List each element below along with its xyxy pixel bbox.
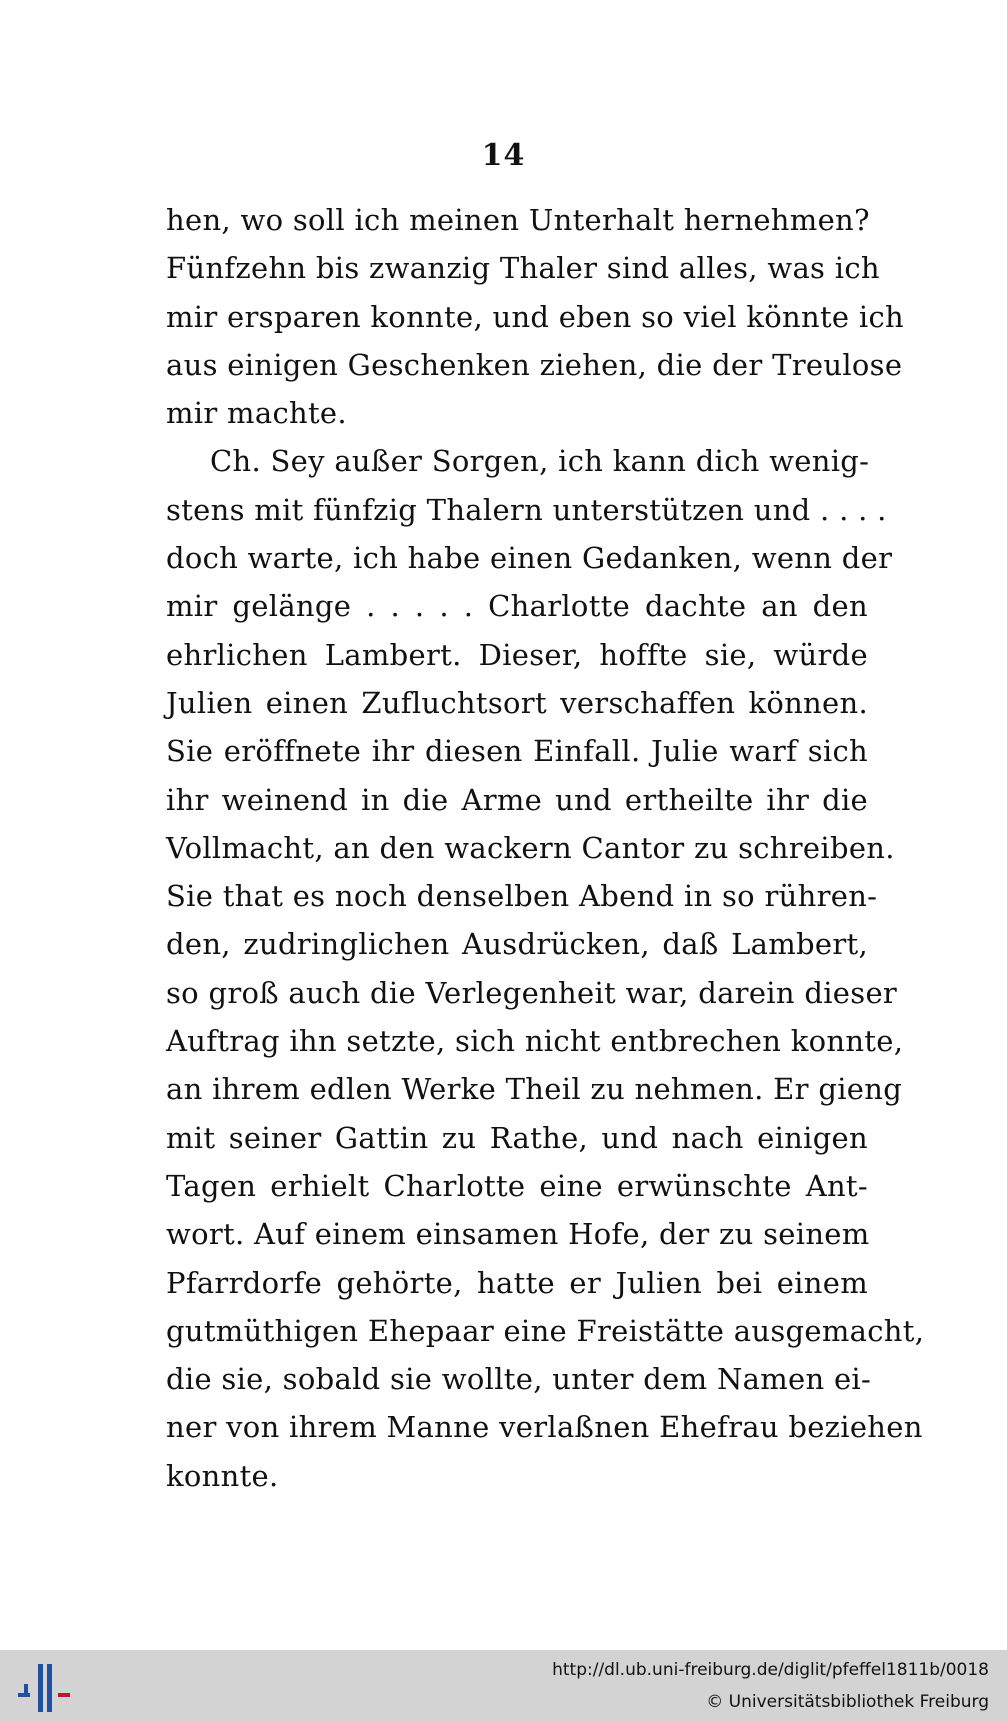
text-line: mir ersparen konnte, und eben so viel könnte ich [166, 299, 904, 334]
text-line: so groß auch die Verlegenheit war, darein dieser [166, 975, 898, 1010]
text-line: Sie that es noch denselben Abend in so rühren- [166, 879, 878, 914]
page-text [166, 196, 925, 1500]
text-line: doch warte, ich habe einen Gedanken, wenn der [166, 541, 893, 576]
text-line: stens mit fünfzig Thalern unterstützen und . . . . [166, 492, 887, 527]
text-line: gutmüthigen Ehepaar eine Freistätte ausgemacht, [166, 1313, 925, 1348]
text-line: mir machte. [166, 396, 347, 431]
text-line: hen, wo soll ich meinen Unterhalt hernehmen? [166, 203, 870, 237]
text-line: wort. Auf einem einsamen Hofe, der zu seinem [166, 1217, 870, 1252]
text-line: ner von ihrem Manne verlaßnen Ehefrau beziehen [166, 1410, 923, 1445]
ub-freiburg-logo-icon [14, 1660, 74, 1716]
text-line: Auftrag ihn setzte, sich nicht entbrechen konnte, [166, 1024, 904, 1059]
text-line: Fünfzehn bis zwanzig Thaler sind alles, was ich [166, 251, 880, 286]
text-line: mit seiner Gattin zu Rathe, und nach einigen [166, 1120, 868, 1155]
text-line: Tagen erhielt Charlotte eine erwünschte Ant- [166, 1168, 868, 1203]
text-line: an ihrem edlen Werke Theil zu nehmen. Er gieng [166, 1072, 903, 1107]
text-line: Vollmacht, an den wackern Cantor zu schreiben. [166, 830, 895, 865]
text-line: die sie, sobald sie wollte, unter dem Namen ei- [166, 1362, 872, 1397]
text-line: Julien einen Zufluchtsort verschaffen können. [166, 685, 868, 720]
text-line: den, zudringlichen Ausdrücken, daß Lambert, [166, 927, 868, 962]
text-line: ihr weinend in die Arme und ertheilte ihr die [166, 782, 868, 817]
source-url[interactable]: http://dl.ub.uni-freiburg.de/diglit/pfeffel1811b/0018 [552, 1660, 989, 1680]
text-line: Sie eröffnete ihr diesen Einfall. Julie warf sich [166, 734, 868, 769]
copyright-notice: © Universitätsbibliothek Freiburg [706, 1692, 989, 1712]
text-line: konnte. [166, 1458, 279, 1493]
text-line: Ch. Sey außer Sorgen, ich kann dich wenig- [210, 444, 870, 479]
text-line: Pfarrdorfe gehörte, hatte er Julien bei einem [166, 1265, 868, 1300]
text-line: aus einigen Geschenken ziehen, die der Treulose [166, 347, 903, 382]
footer-bar [0, 1650, 1007, 1722]
page-number: 14 [481, 138, 526, 173]
text-line: ehrlichen Lambert. Dieser, hoffte sie, würde [166, 637, 868, 672]
text-line: mir gelänge . . . . . Charlotte dachte an den [166, 589, 868, 624]
